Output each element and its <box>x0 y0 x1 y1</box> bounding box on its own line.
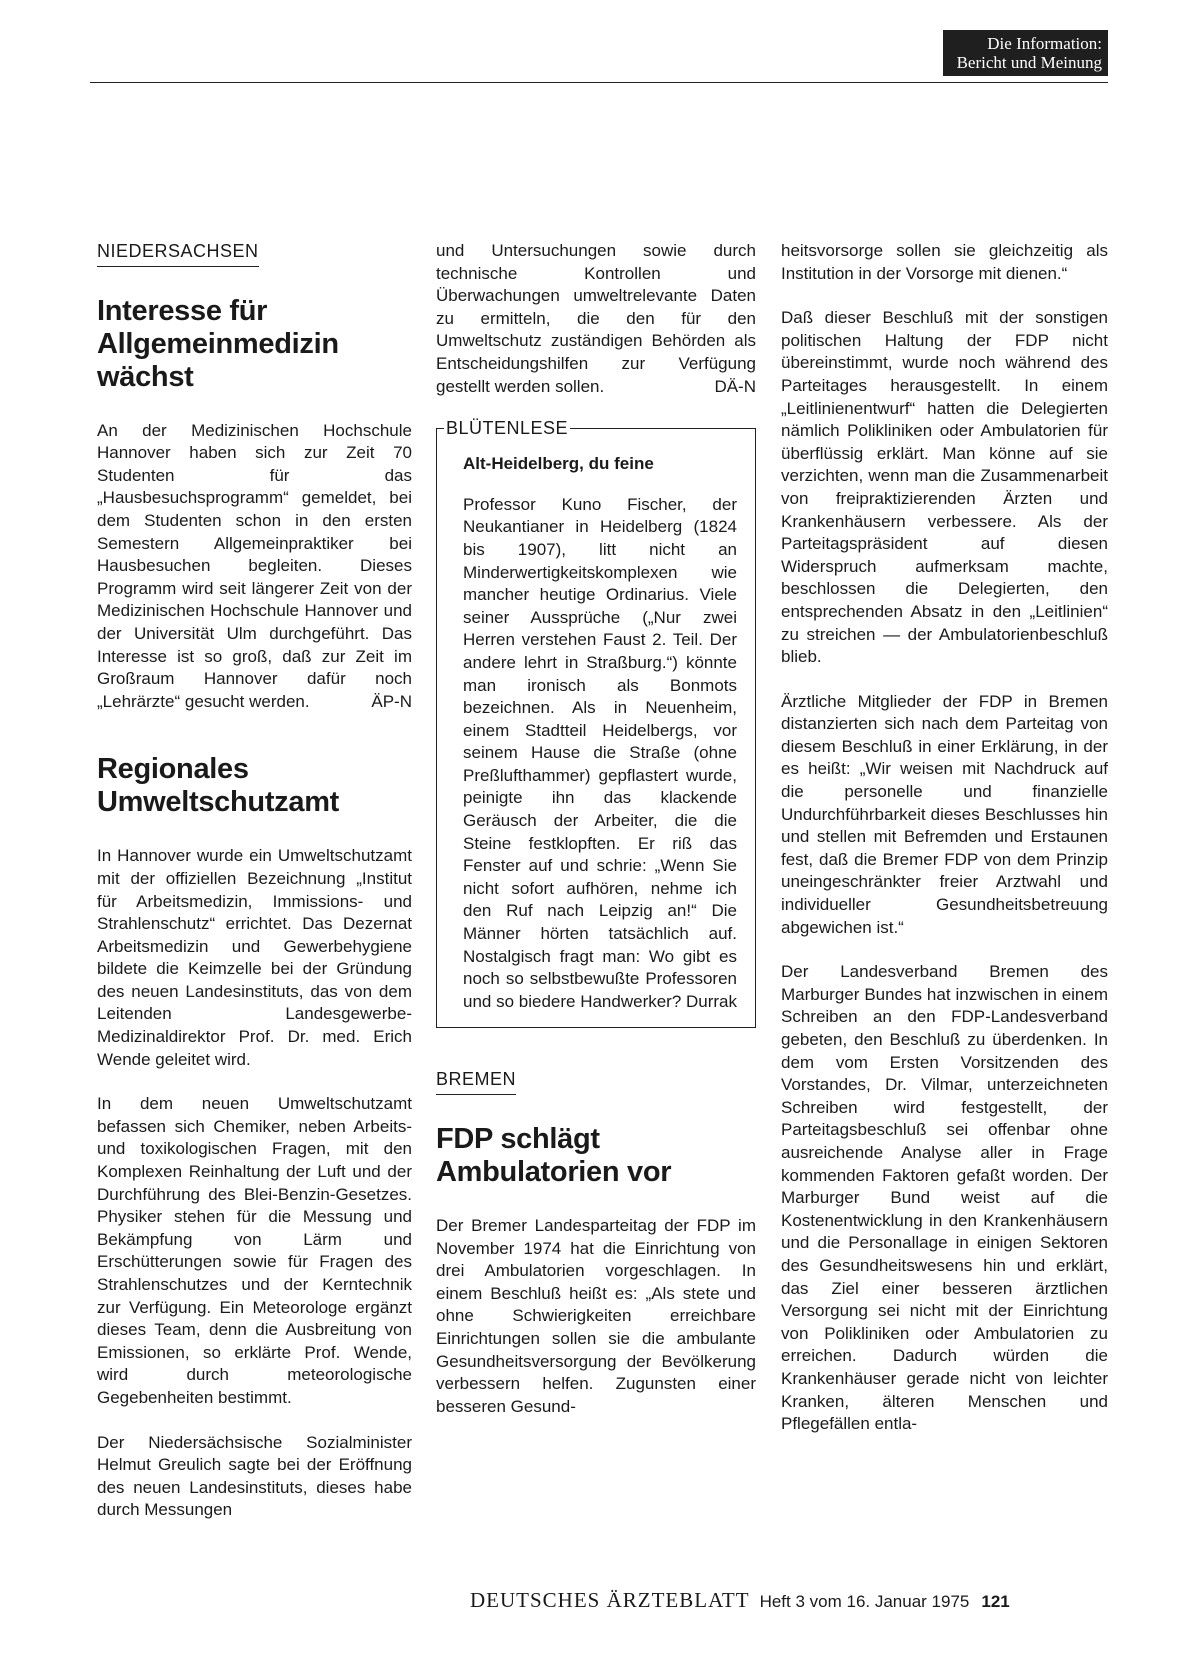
box-text: Professor Kuno Fischer, der Neukantianer in Heidelberg (1824 bis 1907), litt nicht an Minderwertigkeitskomplexen wie mancher heutige Ordinarius. Viele seiner Aussprüche („Nur zwei Herren verstehen Faust 2. Teil. Der andere lehrt in Straßburg.“) könnte man ironisch als Bonmots bezeichnen. Als in Neuenheim, einem Stadtteil Heidelbergs, vor seinem Hause die Straße (ohne Preßlufthammer) gepflastert wurde, peinigte ihn das klackende Geräusch der Arbeiter, die die Steine festklopften. Er riß das Fenster auf und schrie: „Wenn Sie nicht sofort aufhören, nehme ich den Ruf nach Leipzig an!“ Die Männer hörten tatsächlich auf. Nostalgisch fragt man: Wo gibt es noch so selbstbewußte Professoren und so biedere Handwerker? <box>463 494 737 1011</box>
kicker-bremen: BREMEN <box>436 1068 516 1095</box>
column-3 <box>781 240 1108 1436</box>
article1-text: An der Medizinischen Hochschule Hannover haben sich zur Zeit 70 Studenten für das „Hausbesuchsprogramm“ gemeldet, bei dem Studenten schon in den ersten Semestern Allgemeinpraktiker bei Hausbesuchen begleiten. Dieses Programm wird seit längerer Zeit von der Medizinischen Hochschule Hannover und der Universität Ulm durchgeführt. Das Interesse ist so groß, daß zur Zeit im Großraum Hannover dafür noch „Lehrärzte“ gesucht werden. <box>97 420 412 711</box>
box-signature: Durrak <box>685 991 737 1011</box>
headline-allgemeinmedizin: Interesse für Allgemeinmedizin wächst <box>97 294 339 393</box>
bluetenlese-box <box>436 418 756 1028</box>
kicker-niedersachsen: NIEDERSACHSEN <box>97 240 259 267</box>
box-paragraph <box>463 494 737 1014</box>
section-badge <box>943 30 1108 76</box>
headline-umweltschutzamt: Regionales Umweltschutzamt <box>97 753 340 819</box>
column-2 <box>436 240 756 1418</box>
article3-paragraph-4: Ärztliche Mitglieder der FDP in Bremen distanzierten sich nach dem Parteitag von diesem Beschluß in einer Erklärung, in der es heißt: „Wir weisen mit Nachdruck auf die personelle und finanzielle Undurchführbarkeit dieses Beschlusses hin und stellen mit Befremden und Erstaunen fest, daß die Bremer FDP von dem Prinzip uneingeschränkter freier Arztwahl und individueller Gesundheitsbetreuung abgewichen ist.“ <box>781 691 1108 937</box>
box-corner <box>436 428 444 429</box>
article2-signature: DÄ-N <box>714 376 756 396</box>
section-badge-line2: Bericht und Meinung <box>956 53 1102 72</box>
issue-info: Heft 3 vom 16. Januar 1975 <box>759 1592 970 1611</box>
page-number: 121 <box>981 1592 1010 1611</box>
box-top-border <box>436 418 756 439</box>
section-badge-line1: Die Information: <box>987 34 1102 53</box>
box-top-line <box>570 428 756 429</box>
article1-paragraph <box>97 420 412 714</box>
article3-paragraph-1: Der Bremer Landesparteitag der FDP im November 1974 hat die Einrichtung von drei Ambulatorien vorgeschlagen. In einem Beschluß heißt es: „Als stete und ohne Schwierigkeiten erreichbare Einrichtungen sollen sie die ambulante Gesundheitsversorgung der Bevölkerung verbessern helfen. Zugunsten einer besseren Gesund- <box>436 1216 756 1416</box>
headline-fdp: FDP schlägt Ambulatorien vor <box>436 1123 672 1188</box>
article2-paragraph-3: Der Niedersächsische Sozialminister Helmut Greulich sagte bei der Eröffnung des neuen Landesinstituts, dieses habe durch Messungen <box>97 1432 412 1520</box>
column-1 <box>97 240 412 1522</box>
article1-signature: ÄP-N <box>371 691 412 711</box>
header-rule <box>90 82 1108 83</box>
article2-text-4: und Untersuchungen sowie durch technische Kontrollen und Überwachungen umweltrelevante Daten zu ermitteln, die den für den Umweltschutz zuständigen Behörden als Entscheidungshilfen zur Verfügung gestellt werden sollen. <box>436 241 756 396</box>
article3-paragraph-2: heitsvorsorge sollen sie gleichzeitig als Institution in der Vorsorge mit dienen.“ <box>781 241 1108 283</box>
box-title: BLÜTENLESE <box>446 418 569 439</box>
journal-name: DEUTSCHES ÄRZTEBLATT <box>470 1588 750 1612</box>
box-heading: Alt-Heidelberg, du feine <box>463 454 654 474</box>
article2-paragraph-2: In dem neuen Umweltschutzamt befassen sich Chemiker, neben Arbeits- und toxikologischen Fragen, mit den Komplexen Reinhaltung der Luft und der Durchführung des Blei-Benzin-Gesetzes. Physiker stehen für die Messung und Bekämpfung von Lärm und Erschütterungen sowie für Fragen des Strahlenschutzes und der Kerntechnik zur Verfügung. Ein Meteorologe ergänzt dieses Team, denn die Ausbreitung von Emissionen, so erklärte Prof. Wende, wird durch meteorologische Gegebenheiten bestimmt. <box>97 1094 412 1407</box>
article3-paragraph-3: Daß dieser Beschluß mit der sonstigen politischen Haltung der FDP nicht übereinstimmt, wurde noch während des Parteitages herausgestellt. In einem „Leitlinienentwurf“ hatten die Delegierten nämlich Polikliniken oder Ambulatorien für überflüssig erklärt. Man könne auf sie verzichten, wenn man die Zusammenarbeit von freipraktizierenden Ärzten und Krankenhäusern verbessere. Als der Parteitagspräsident auf diesen Widerspruch aufmerksam machte, beschlossen die Delegierten, den entsprechenden Absatz in den „Leitlinien“ zu streichen — der Ambulatorienbeschluß blieb. <box>781 308 1108 667</box>
article2-paragraph-1: In Hannover wurde ein Umweltschutzamt mit der offiziellen Bezeichnung „Institut für Arbeitsmedizin, Immissions- und Strahlenschutz“ errichtet. Das Dezernat Arbeitsmedizin und Gewerbehygiene bildete die Keimzelle bei der Gründung des neuen Landesinstituts, das von dem Leitenden Landesgewerbe-Medizinaldirektor Prof. Dr. med. Erich Wende geleitet wird. <box>97 846 412 1069</box>
article2-paragraph-4 <box>436 240 756 398</box>
page-footer <box>470 1588 1110 1613</box>
article3-paragraph-5: Der Landesverband Bremen des Marburger Bundes hat inzwischen in einem Schreiben an den FDP-Landesverband gebeten, den Beschluß zu überdenken. In dem vom Ersten Vorsitzenden des Vorstandes, Dr. Vilmar, unterzeichneten Schreiben wird festgestellt, der Parteitagsbeschluß sei offenbar ohne ausreichende Analyse aller in Frage kommenden Faktoren gefaßt worden. Der Marburger Bund weist auf die Kostenentwicklung in den Krankenhäusern und die Personallage in einigen Sektoren des Gesundheitswesens hin und erklärt, das Ziel einer besseren ärztlichen Versorgung sei nicht mit der Einrichtung von Polikliniken oder Ambulatorien zu erreichen. Dadurch würden die Krankenhäuser gerade nicht von leichter Kranken, älteren Menschen und Pflegefällen entla- <box>781 962 1108 1434</box>
